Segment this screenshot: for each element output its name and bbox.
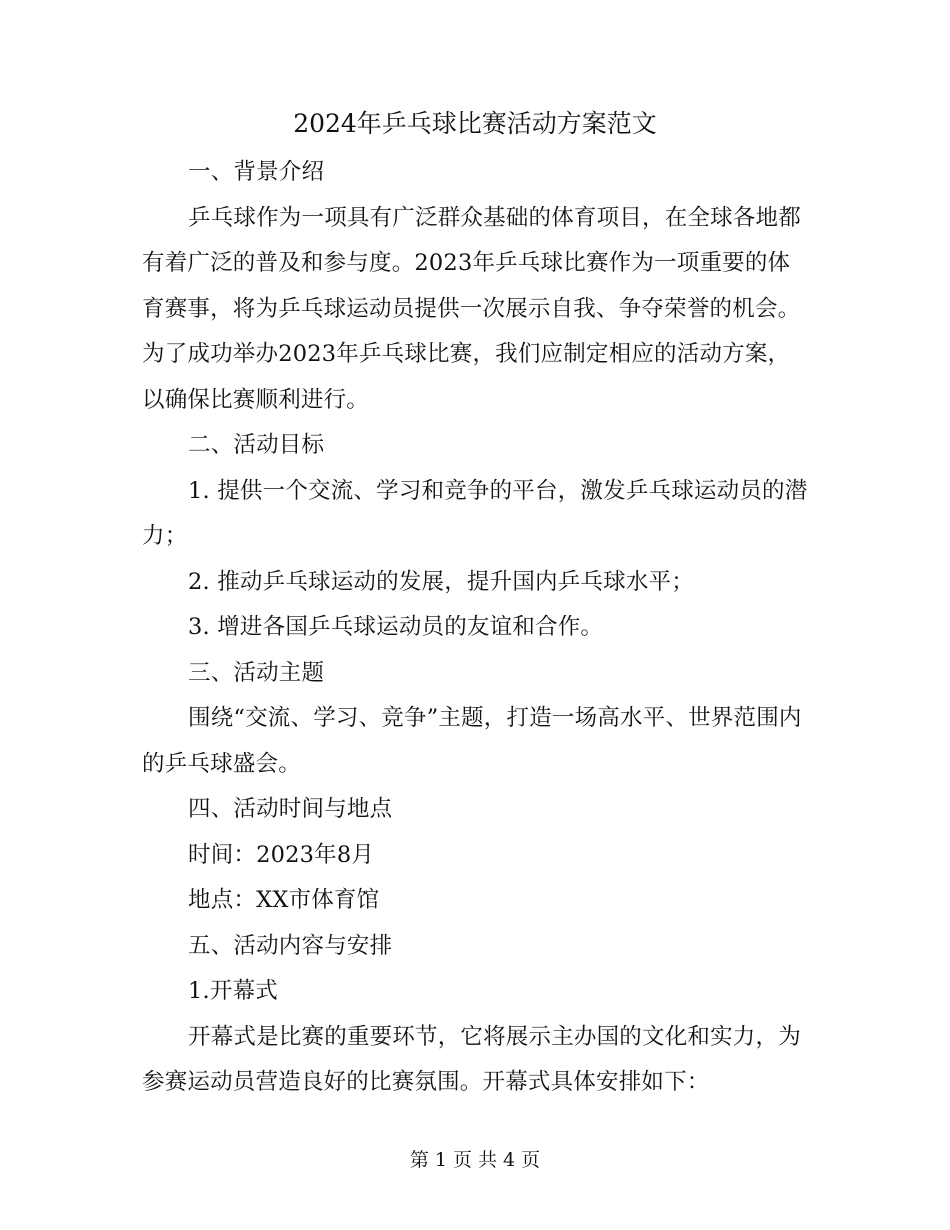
document-title: 2024年乒乓球比赛活动方案范文 xyxy=(293,109,657,138)
paragraph-theme: 围绕“交流、学习、竞争”主题，打造一场高水平、世界范围内的乒乓球盛会。 xyxy=(142,705,802,777)
goal-item-2: 2. 推动乒乓球运动的发展，提升国内乒乓球水平； xyxy=(188,568,694,595)
section-heading-content: 五、活动内容与安排 xyxy=(188,932,393,959)
section-heading-time-place: 四、活动时间与地点 xyxy=(188,796,393,822)
place-line: 地点：XX市体育馆 xyxy=(188,887,380,913)
goal-item-1: 1. 提供一个交流、学习和竞争的平台，激发乒乓球运动员的潜力； xyxy=(142,477,808,549)
subheading-opening: 1.开幕式 xyxy=(188,978,278,1004)
section-heading-goals: 二、活动目标 xyxy=(188,432,325,458)
goal-item-3: 3. 增进各国乒乓球运动员的友谊和合作。 xyxy=(188,614,604,640)
section-heading-theme: 三、活动主题 xyxy=(188,659,325,686)
paragraph-background: 乒乓球作为一项具有广泛群众基础的体育项目，在全球各地都有着广泛的普及和参与度。2023年乒乓球比赛作为一项重要的体育赛事，将为乒乓球运动员提供一次展示自我、争夺荣誉的机会。为了成功举办2023年乒乓球比赛，我们应制定相应的活动方案，以确保比赛顺利进行。 xyxy=(142,204,801,413)
paragraph-opening: 开幕式是比赛的重要环节，它将展示主办国的文化和实力，为参赛运动员营造良好的比赛氛围。开幕式具体安排如下： xyxy=(142,1023,801,1095)
section-heading-background: 一、背景介绍 xyxy=(188,159,325,185)
page-footer: 第 1 页 共 4 页 xyxy=(409,1149,541,1171)
time-line: 时间：2023年8月 xyxy=(188,841,375,868)
document-body xyxy=(142,150,812,1106)
